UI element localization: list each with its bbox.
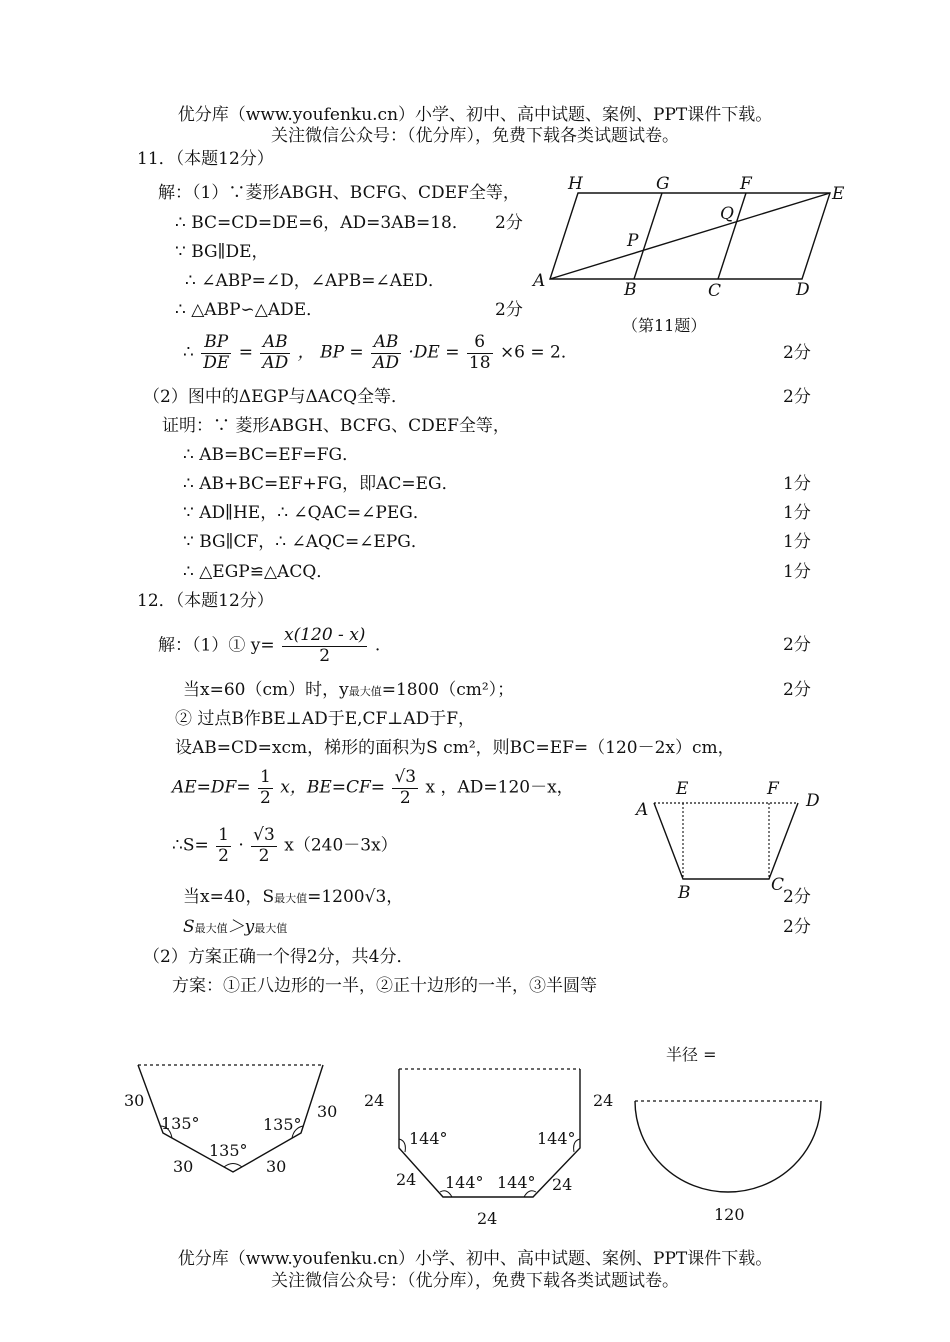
- footer-line-2: 关注微信公众号：（优分库），免费下载各类试题试卷。: [271, 1271, 679, 1291]
- frac-half: $\frac{1}{2}$: [260, 767, 271, 808]
- q12-part2-title: （2）方案正确一个得2分，共4分．: [143, 947, 414, 967]
- label-b: B: [624, 280, 637, 300]
- half-decagon-figure: [364, 1069, 613, 1228]
- q11-line-2: ∴ BC=CD=DE=6，AD=3AB=18．: [175, 213, 469, 233]
- q12-compare-line: S最大值＞y最大值: [183, 917, 288, 937]
- frac-6-18: $\frac{6}{18}$: [468, 332, 491, 373]
- oct-label-135b: 135°: [263, 1115, 302, 1134]
- q12-ae-line: AE=DF= $\frac{1}{2}$ x，BE=CF= $\frac{√3}{2}$ x ，AD=120－x，: [172, 767, 574, 808]
- label-a: A: [533, 271, 546, 291]
- q11-score-4: 2分: [783, 387, 811, 407]
- trap-label-a: A: [636, 800, 649, 820]
- label-f: F: [740, 174, 752, 194]
- q11-score-5: 1分: [783, 474, 811, 494]
- label-d: D: [796, 280, 810, 300]
- q11-score-1: 2分: [495, 213, 523, 233]
- dec-label-24b: 24: [593, 1091, 614, 1110]
- frac-bp-de: $\frac{BP}{DE}$: [203, 332, 230, 373]
- dec-label-144c: 144°: [445, 1173, 484, 1192]
- semicircle-figure: [635, 1045, 821, 1224]
- big-parallelogram: [550, 193, 830, 279]
- q11-score-8: 1分: [783, 562, 811, 582]
- dec-label-24a: 24: [364, 1091, 385, 1110]
- dec-label-144b: 144°: [537, 1129, 576, 1148]
- q11-proof-1: 证明：∵ 菱形ABGH、BCFG、CDEF全等，: [162, 416, 510, 436]
- trapezoid-figure: [634, 779, 820, 903]
- frac-ab-ad-2: $\frac{AB}{AD}$: [373, 332, 399, 373]
- label-g: G: [656, 174, 670, 194]
- q12-score-3: 2分: [783, 887, 811, 907]
- q11-proof-4: ∵ AD∥HE，∴ ∠QAC=∠PEG．: [183, 503, 430, 523]
- frac-y: $\frac{x(120 - x)}{2}$: [283, 625, 366, 666]
- q11-ratio-line: ∴ $\frac{BP}{DE}$ = $\frac{AB}{AD}$ ， BP = $\frac{AB}{AD}$ ·DE = $\frac{6}{18}$ ×6 = 2．: [183, 332, 578, 373]
- frac-ab-ad: $\frac{AB}{AD}$: [262, 332, 289, 373]
- q11-line-5: ∴ △ABP∽△ADE．: [175, 300, 324, 320]
- segment-bg: [634, 193, 662, 279]
- q11-caption: （第11题）: [622, 316, 707, 335]
- q12-s40-line: 当x=40，S最大值=1200√3，: [183, 887, 404, 907]
- oct-label-30d: 30: [266, 1157, 287, 1176]
- trap-label-b: B: [678, 883, 691, 903]
- q11-title: 11．（本题12分）: [137, 149, 274, 169]
- q12-part2-plan: 方案：①正八边形的一半，②正十边形的一半，③半圆等: [172, 976, 597, 996]
- dec-label-144d: 144°: [497, 1173, 536, 1192]
- dec-label-24c: 24: [396, 1170, 417, 1189]
- q12-score-1: 2分: [783, 635, 811, 655]
- oct-label-30a: 30: [124, 1091, 145, 1110]
- label-q: Q: [720, 204, 734, 224]
- q11-line-3: ∵ BG∥DE，: [175, 242, 269, 262]
- frac-half-2: $\frac{1}{2}$: [218, 825, 229, 866]
- trap-label-f: F: [767, 779, 779, 799]
- q12-score-2: 2分: [783, 680, 811, 700]
- q11-score-6: 1分: [783, 503, 811, 523]
- frac-sqrt3-2: $\frac{√3}{2}$: [394, 767, 417, 808]
- trap-label-d: D: [806, 791, 820, 811]
- q11-line-1: 解：（1）∵菱形ABGH、BCFG、CDEF全等，: [158, 183, 520, 203]
- q11-line-4: ∴ ∠ABP=∠D，∠APB=∠AED．: [185, 271, 446, 291]
- dec-label-24e: 24: [477, 1209, 498, 1228]
- q12-max-line: 当x=60（cm）时，y最大值=1800（cm²）；: [183, 680, 515, 700]
- semicircle-label: 120: [714, 1205, 745, 1224]
- q11-proof-5: ∵ BG∥CF，∴ ∠AQC=∠EPG．: [183, 532, 428, 552]
- label-p: P: [627, 231, 639, 251]
- oct-label-30b: 30: [317, 1102, 338, 1121]
- q12-set-line: 设AB=CD=xcm，梯形的面积为S cm²，则BC=EF=（120－2x）cm，: [175, 738, 735, 758]
- trap-label-e: E: [676, 779, 689, 799]
- semicircle-title: 半径 =: [666, 1045, 717, 1064]
- q11-proof-6: ∴ △EGP≌△ACQ．: [183, 562, 334, 582]
- segment-cf: [718, 193, 746, 279]
- oct-label-30c: 30: [173, 1157, 194, 1176]
- q12-sol1: 解：（1）① y= $\frac{x(120 - x)}{2}$ .: [158, 625, 381, 666]
- q11-score-3: 2分: [783, 343, 811, 363]
- trap-label-c: C: [771, 875, 785, 895]
- q12-bisect-line: ② 过点B作BE⊥AD于E,CF⊥AD于F，: [175, 709, 475, 729]
- header-line-1: 优分库（www.youfenku.cn）小学、初中、高中试题、案例、PPT课件下载。: [177, 105, 773, 125]
- footer-line-1: 优分库（www.youfenku.cn）小学、初中、高中试题、案例、PPT课件下载。: [177, 1249, 773, 1269]
- q12-s-line: ∴S= $\frac{1}{2}$ · $\frac{√3}{2}$ x（240－3x）: [172, 825, 398, 866]
- segment-ae: [550, 193, 830, 279]
- q12-title: 12．（本题12分）: [137, 591, 274, 611]
- label-c: C: [708, 281, 722, 301]
- frac-sqrt3-2b: $\frac{√3}{2}$: [253, 825, 275, 866]
- q12-score-4: 2分: [783, 917, 811, 937]
- q11-score-2: 2分: [495, 300, 523, 320]
- header-line-2: 关注微信公众号：（优分库），免费下载各类试题试卷。: [271, 126, 679, 146]
- q11-part2-title: （2）图中的ΔEGP与ΔACQ全等．: [143, 387, 409, 407]
- dec-label-24d: 24: [552, 1175, 573, 1194]
- oct-label-135c: 135°: [209, 1141, 248, 1160]
- q11-proof-3: ∴ AB+BC=EF+FG，即AC=EG．: [183, 474, 459, 494]
- label-h: H: [568, 174, 583, 194]
- half-octagon-figure: [124, 1065, 337, 1176]
- q11-proof-2: ∴ AB=BC=EF=FG．: [183, 445, 360, 465]
- dec-label-144a: 144°: [409, 1129, 448, 1148]
- oct-label-135a: 135°: [161, 1114, 200, 1133]
- label-e: E: [832, 184, 845, 204]
- q11-score-7: 1分: [783, 532, 811, 552]
